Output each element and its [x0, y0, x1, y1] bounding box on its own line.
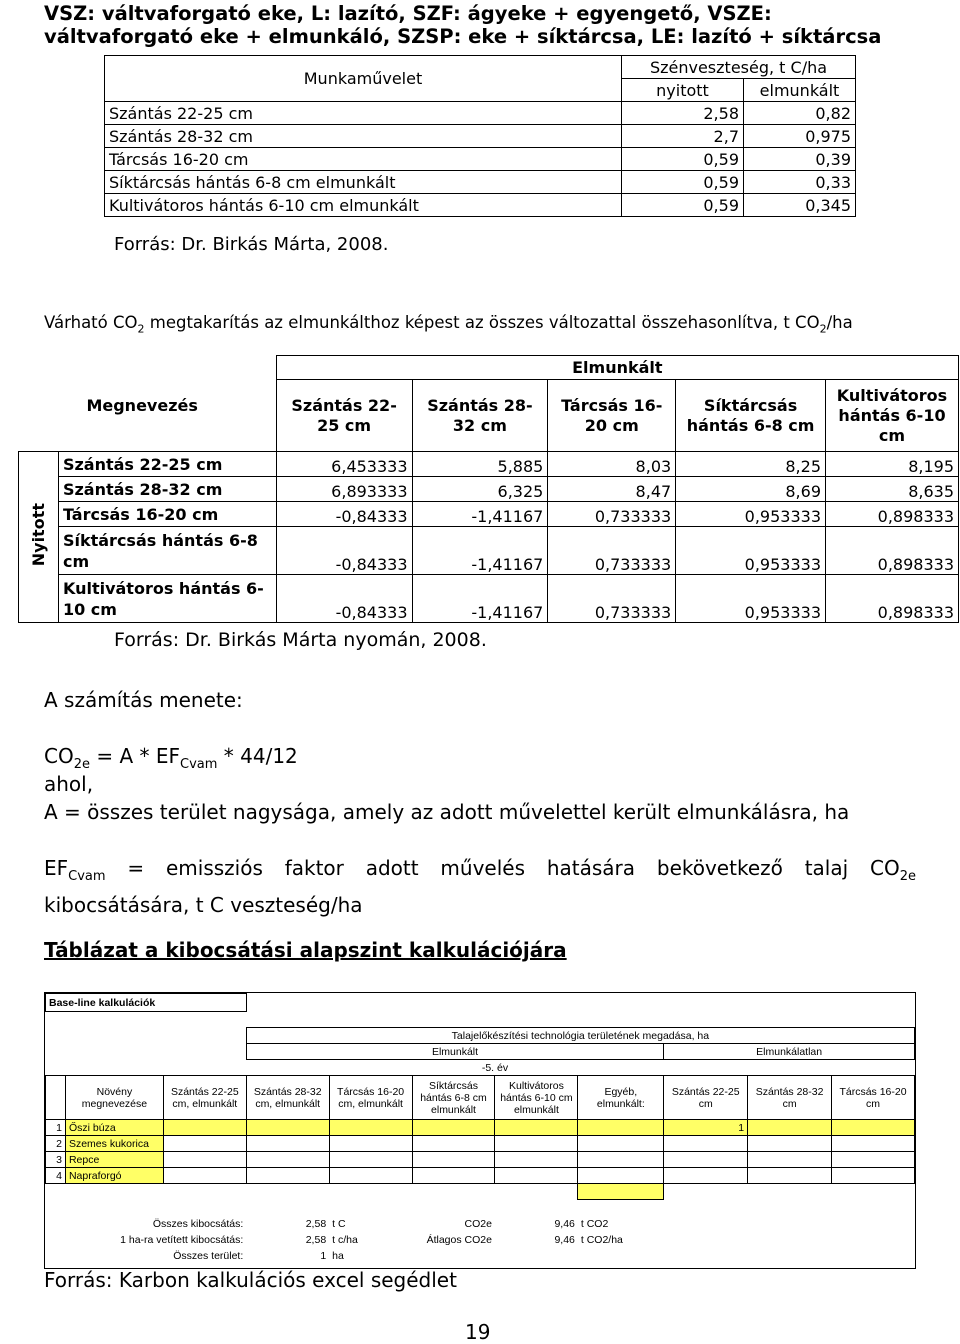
table2-source: Forrás: Dr. Birkás Márta nyomán, 2008. [114, 629, 487, 651]
crop-row: 2 Szemes kukorica [46, 1136, 915, 1152]
col-header: Síktárcsás hántás 6-8 cm [676, 380, 826, 452]
calc-title: A számítás menete: [44, 688, 243, 712]
page-heading: VSZ: váltvaforgató eke, L: lazító, SZF: ágyeke + egyengető, VSZE: váltvaforgató eke + elmunkáló, SZSP: eke + síktárcsa, LE: lazító + síktárcsa [44, 2, 882, 48]
table3-source: Forrás: Karbon kalkulációs excel segédlet [44, 1268, 457, 1292]
co2-savings-intro: Várható $CO_2$ megtakarítás az elmunkálthoz képest az összes változattal összehasonlítva, t $CO_2/ha$ [44, 313, 853, 336]
header-carbon-loss: Szénveszteség, t C/ha [622, 56, 856, 79]
col-header: Tárcsás 16-20 cm, elmunkált [329, 1076, 412, 1120]
header-elmunkalt: Elmunkált [246, 1044, 664, 1060]
table-row: Tárcsás 16-20 cm 0,59 0,39 [105, 148, 856, 171]
a-definition: A = összes terület nagysága, amely az adott művelettel került elmunkálásra, ha [44, 800, 850, 824]
header-elmunkalatlan: Elmunkálatlan [664, 1044, 915, 1060]
col-header: Szántás 28-32 cm [748, 1076, 832, 1120]
nyitott-label: Nyitott [28, 503, 48, 567]
crop-row: 1 Őszi búza 1 [46, 1120, 915, 1136]
ef-definition: $EF_{Cvam}$ = emissziós faktor adott művelés hatására bekövetkező talaj $CO_{2e}$ kibocsátására, t C veszteség/ha [44, 856, 916, 917]
table-row: Szántás 22-25 cm 2,58 0,82 [105, 102, 856, 125]
col-header: Szántás 28-32 cm, elmunkált [246, 1076, 329, 1120]
crop-row: 4 Napraforgó [46, 1168, 915, 1184]
table-row: Szántás 28-32 cm 6,893333 6,325 8,47 8,69 8,635 [19, 477, 959, 502]
header-elmunkalt: Elmunkált [276, 356, 958, 380]
header-megnevezes: Megnevezés [86, 395, 198, 415]
table-row: Síktárcsás hántás 6-8 cm elmunkált 0,59 0,33 [105, 171, 856, 194]
co2-savings-table [18, 355, 959, 623]
crop-row: 3 Repce [46, 1152, 915, 1168]
header-open: nyitott [622, 79, 744, 102]
carbon-loss-table [104, 55, 856, 217]
ahol-text: ahol, [44, 772, 94, 796]
table1-source: Forrás: Dr. Birkás Márta, 2008. [114, 234, 389, 255]
summary-row: 1 ha-ra vetített kibocsátás: 2,58 t c/ha Átlagos CO2e 9,46 t CO2/ha [120, 1233, 623, 1246]
col-header: Kultivátoros hántás 6-10 cm [826, 380, 959, 452]
col-header: Kultivátoros hántás 6-10 cm elmunkált [495, 1076, 578, 1120]
header-operation: Munkaművelet [105, 56, 622, 102]
table-row: Szántás 28-32 cm 2,7 0,975 [105, 125, 856, 148]
summary-row: Összes terület: 1 ha [173, 1249, 344, 1262]
col-header: Szántás 22-25 cm [276, 380, 412, 452]
col-header: Tárcsás 16-20 cm [832, 1076, 915, 1120]
page-number: 19 [465, 1320, 491, 1344]
col-header: Tárcsás 16-20 cm [548, 380, 676, 452]
baseline-calc-sheet [44, 992, 916, 1269]
header-worked: elmunkált [744, 79, 856, 102]
col-header: Síktárcsás hántás 6-8 cm elmunkált [412, 1076, 495, 1120]
table-row: Tárcsás 16-20 cm -0,84333 -1,41167 0,733333 0,953333 0,898333 [19, 502, 959, 527]
col-header: Egyéb, elmunkált: [578, 1076, 664, 1120]
baseline-label: Base-line kalkulációk [46, 994, 247, 1012]
top-header: Talajelőkészítési technológia területének megadása, ha [246, 1028, 914, 1044]
summary-row: Összes kibocsátás: 2,58 t C CO2e 9,46 t CO2 [152, 1217, 609, 1230]
col-header: Szántás 22-25 cm, elmunkált [163, 1076, 246, 1120]
formula: $CO_{2e} = A * EF_{Cvam} * 44/12$ [44, 744, 298, 772]
table3-title: Táblázat a kibocsátási alapszint kalkulációjára [44, 938, 567, 962]
table-row: Kultivátoros hántás 6-10 cm -0,84333 -1,41167 0,733333 0,953333 0,898333 [19, 575, 959, 623]
col-header: Szántás 22-25 cm [664, 1076, 748, 1120]
table-row: Kultivátoros hántás 6-10 cm elmunkált 0,59 0,345 [105, 194, 856, 217]
col-header: Szántás 28-32 cm [412, 380, 548, 452]
table-row: Nyitott Szántás 22-25 cm 6,453333 5,885 8,03 8,25 8,195 [19, 452, 959, 477]
table-row: Síktárcsás hántás 6-8 cm -0,84333 -1,41167 0,733333 0,953333 0,898333 [19, 527, 959, 575]
year-label: -5. év [481, 1061, 509, 1074]
col-header: Növény megnevezése [65, 1076, 163, 1120]
